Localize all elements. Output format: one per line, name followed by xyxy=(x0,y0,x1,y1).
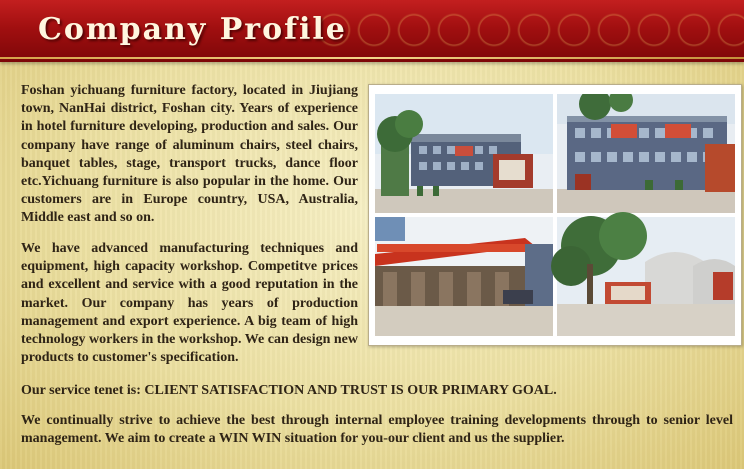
page-title: Company Profile xyxy=(38,12,347,47)
factory-photo-3 xyxy=(375,217,553,336)
header-banner xyxy=(0,0,744,62)
factory-photo-collage xyxy=(368,84,742,346)
factory-photo-2 xyxy=(557,94,735,213)
strive-paragraph: We continually strive to achieve the best through internal employee training developments through to senior level management. We aim to create a WIN WIN situation for you-our client and us the supplier. xyxy=(21,413,733,447)
capability-paragraph: We have advanced manufacturing techniques and equipment, high capacity workshop. Competitve prices and excellent and service with a good reputation in the market. Our company has years of production management and export experience. A big team of high technology workers in the workshop. We can design new products to customer's specification. xyxy=(21,241,358,366)
factory-photos xyxy=(375,94,735,336)
banner-ornament xyxy=(314,0,744,60)
intro-paragraph: Foshan yichuang furniture factory, located in Jiujiang town, NanHai district, Foshan city. Years of experience in hotel furniture developing, production and sales. Our company have range of aluminum chairs, steel chairs, banquet tables, stage, transport trucks, dance floor etc.Yichuang furniture is also popular in the home. Our customers are in Europe country, USA, Australia, Middle east and so on. xyxy=(21,83,358,226)
service-tenet-paragraph: Our service tenet is: CLIENT SATISFACTION AND TRUST IS OUR PRIMARY GOAL. xyxy=(21,383,557,398)
factory-photo-4 xyxy=(551,212,735,336)
factory-photo-1 xyxy=(375,94,553,213)
